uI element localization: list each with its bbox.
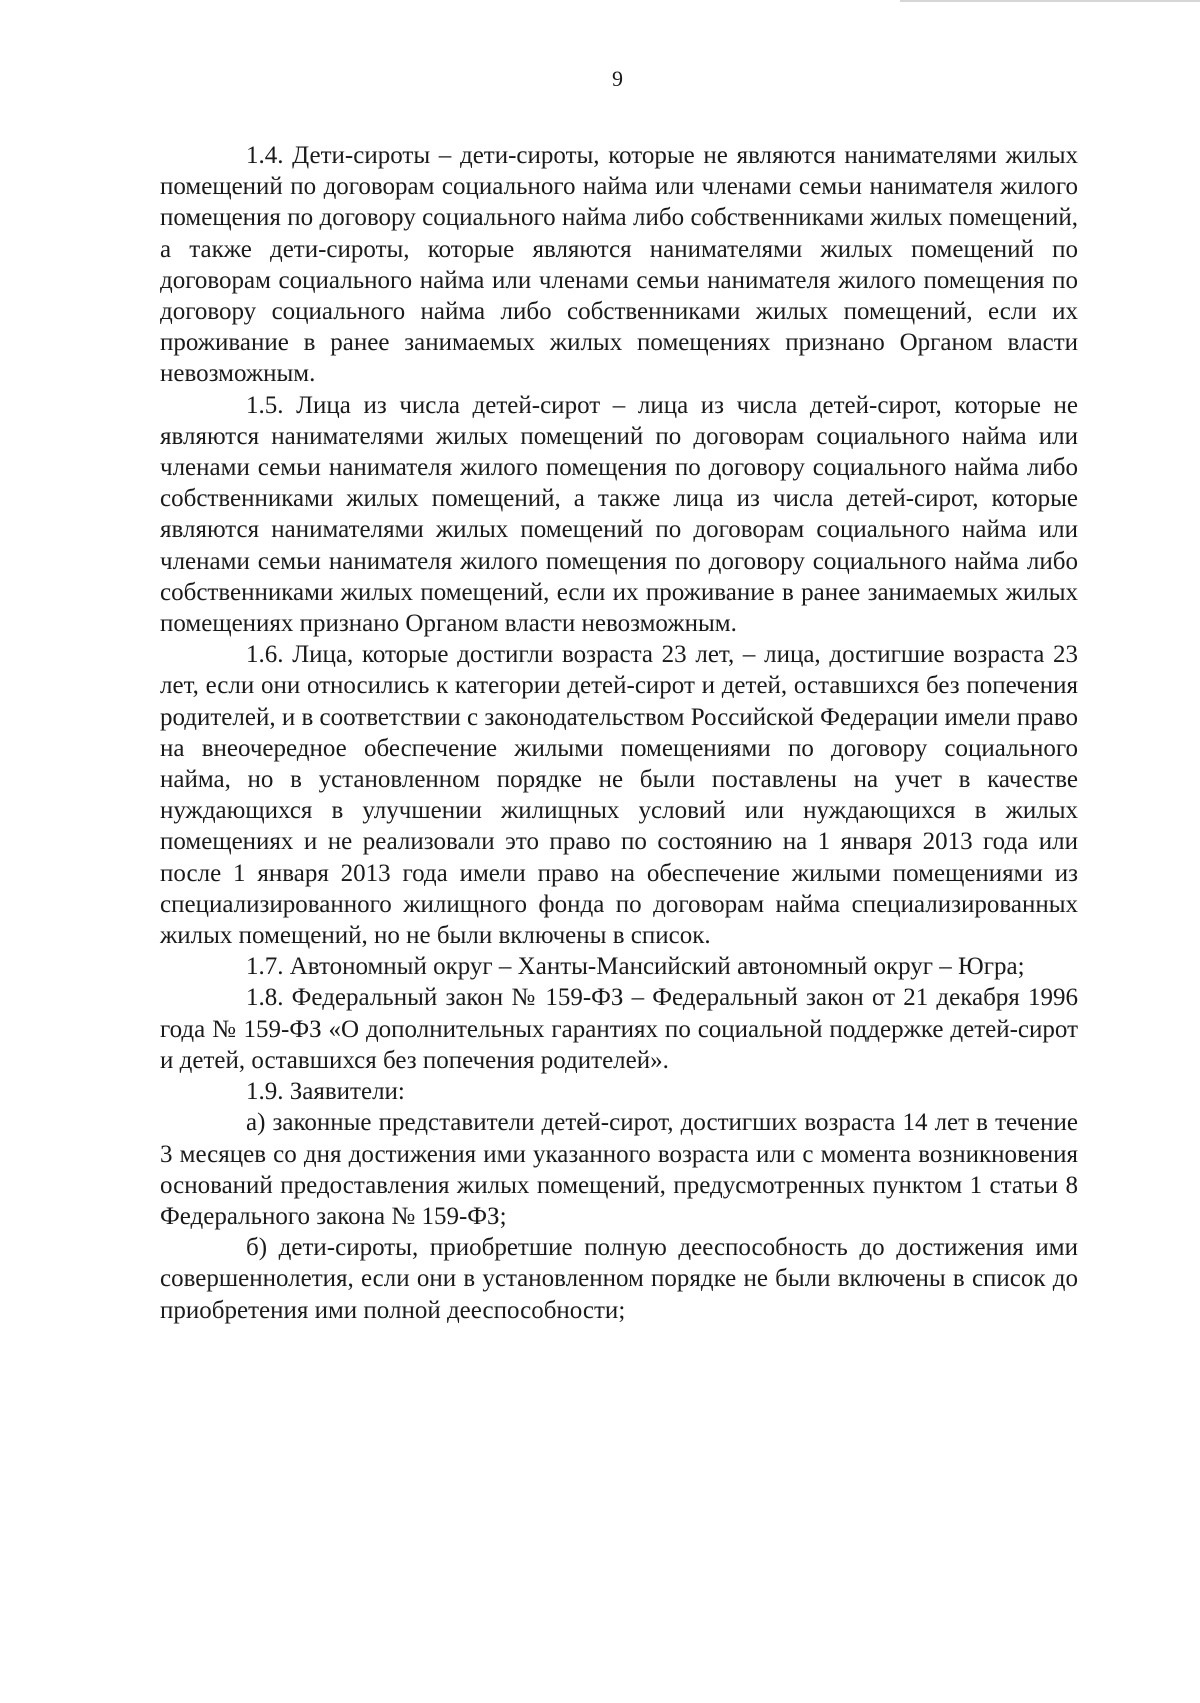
page-number: 9 [612, 66, 623, 91]
document-body [160, 140, 1078, 1326]
paragraph-1-7: 1.7. Автономный округ – Ханты-Мансийский автономный округ – Югра; [246, 953, 1025, 981]
paragraph-1-9-b: б) дети-сироты, приобретшие полную дееспособность до достижения ими совершеннолетия, если они в установленном порядке не были включены в список до приобретения ими полной дееспособности; [160, 1234, 1078, 1324]
paragraph-1-9-a: а) законные представители детей-сирот, достигших возраста 14 лет в течение 3 месяцев со дня достижения ими указанного возраста или с момента возникновения оснований предоставления жилых помещений, предусмотренных пунктом 1 статьи 8 Федерального закона № 159-ФЗ; [160, 1109, 1078, 1230]
paragraph-1-8: 1.8. Федеральный закон № 159-ФЗ – Федеральный закон от 21 декабря 1996 года № 159-ФЗ «О дополнительных гарантиях по социальной поддержке детей-сирот и детей, оставшихся без попечения родителей». [160, 984, 1078, 1074]
paragraph-1-5: 1.5. Лица из числа детей-сирот – лица из числа детей-сирот, которые не являются нанимателями жилых помещений по договорам социального найма или членами семьи нанимателя жилого помещения по договору социального найма либо собственниками жилых помещений, а также лица из числа детей-сирот, которые являются нанимателями жилых помещений по договорам социального найма или членами семьи нанимателя жилого помещения по договору социального найма либо собственниками жилых помещений, если их проживание в ранее занимаемых жилых помещениях признано Органом власти невозможным. [160, 391, 1078, 638]
paragraph-1-4: 1.4. Дети-сироты – дети-сироты, которые не являются нанимателями жилых помещений по договорам социального найма или членами семьи нанимателя жилого помещения по договору социального найма либо собственниками жилых помещений, а также дети-сироты, которые являются нанимателями жилых помещений по договорам социального найма или членами семьи нанимателя жилого помещения по договору социального найма либо собственниками жилых помещений, если их проживание в ранее занимаемых жилых помещениях признано Органом власти невозможным. [160, 142, 1078, 388]
paragraph-1-6: 1.6. Лица, которые достигли возраста 23 лет, – лица, достигшие возраста 23 лет, если они относились к категории детей-сирот и детей, оставшихся без попечения родителей, и в соответствии с законодательством Российской Федерации имели право на внеочередное обеспечение жилыми помещениями по договору социального найма, но в установленном порядке не были поставлены на учет в качестве нуждающихся в улучшении жилищных условий или нуждающихся в жилых помещениях и не реализовали это право по состоянию на 1 января 2013 года или после 1 января 2013 года имели право на обеспечение жилыми помещениями из специализированного жилищного фонда по договорам найма специализированных жилых помещений, но не были включены в список. [160, 641, 1078, 950]
scan-edge-line [900, 0, 1200, 2]
paragraph-1-9: 1.9. Заявители: [246, 1078, 405, 1106]
